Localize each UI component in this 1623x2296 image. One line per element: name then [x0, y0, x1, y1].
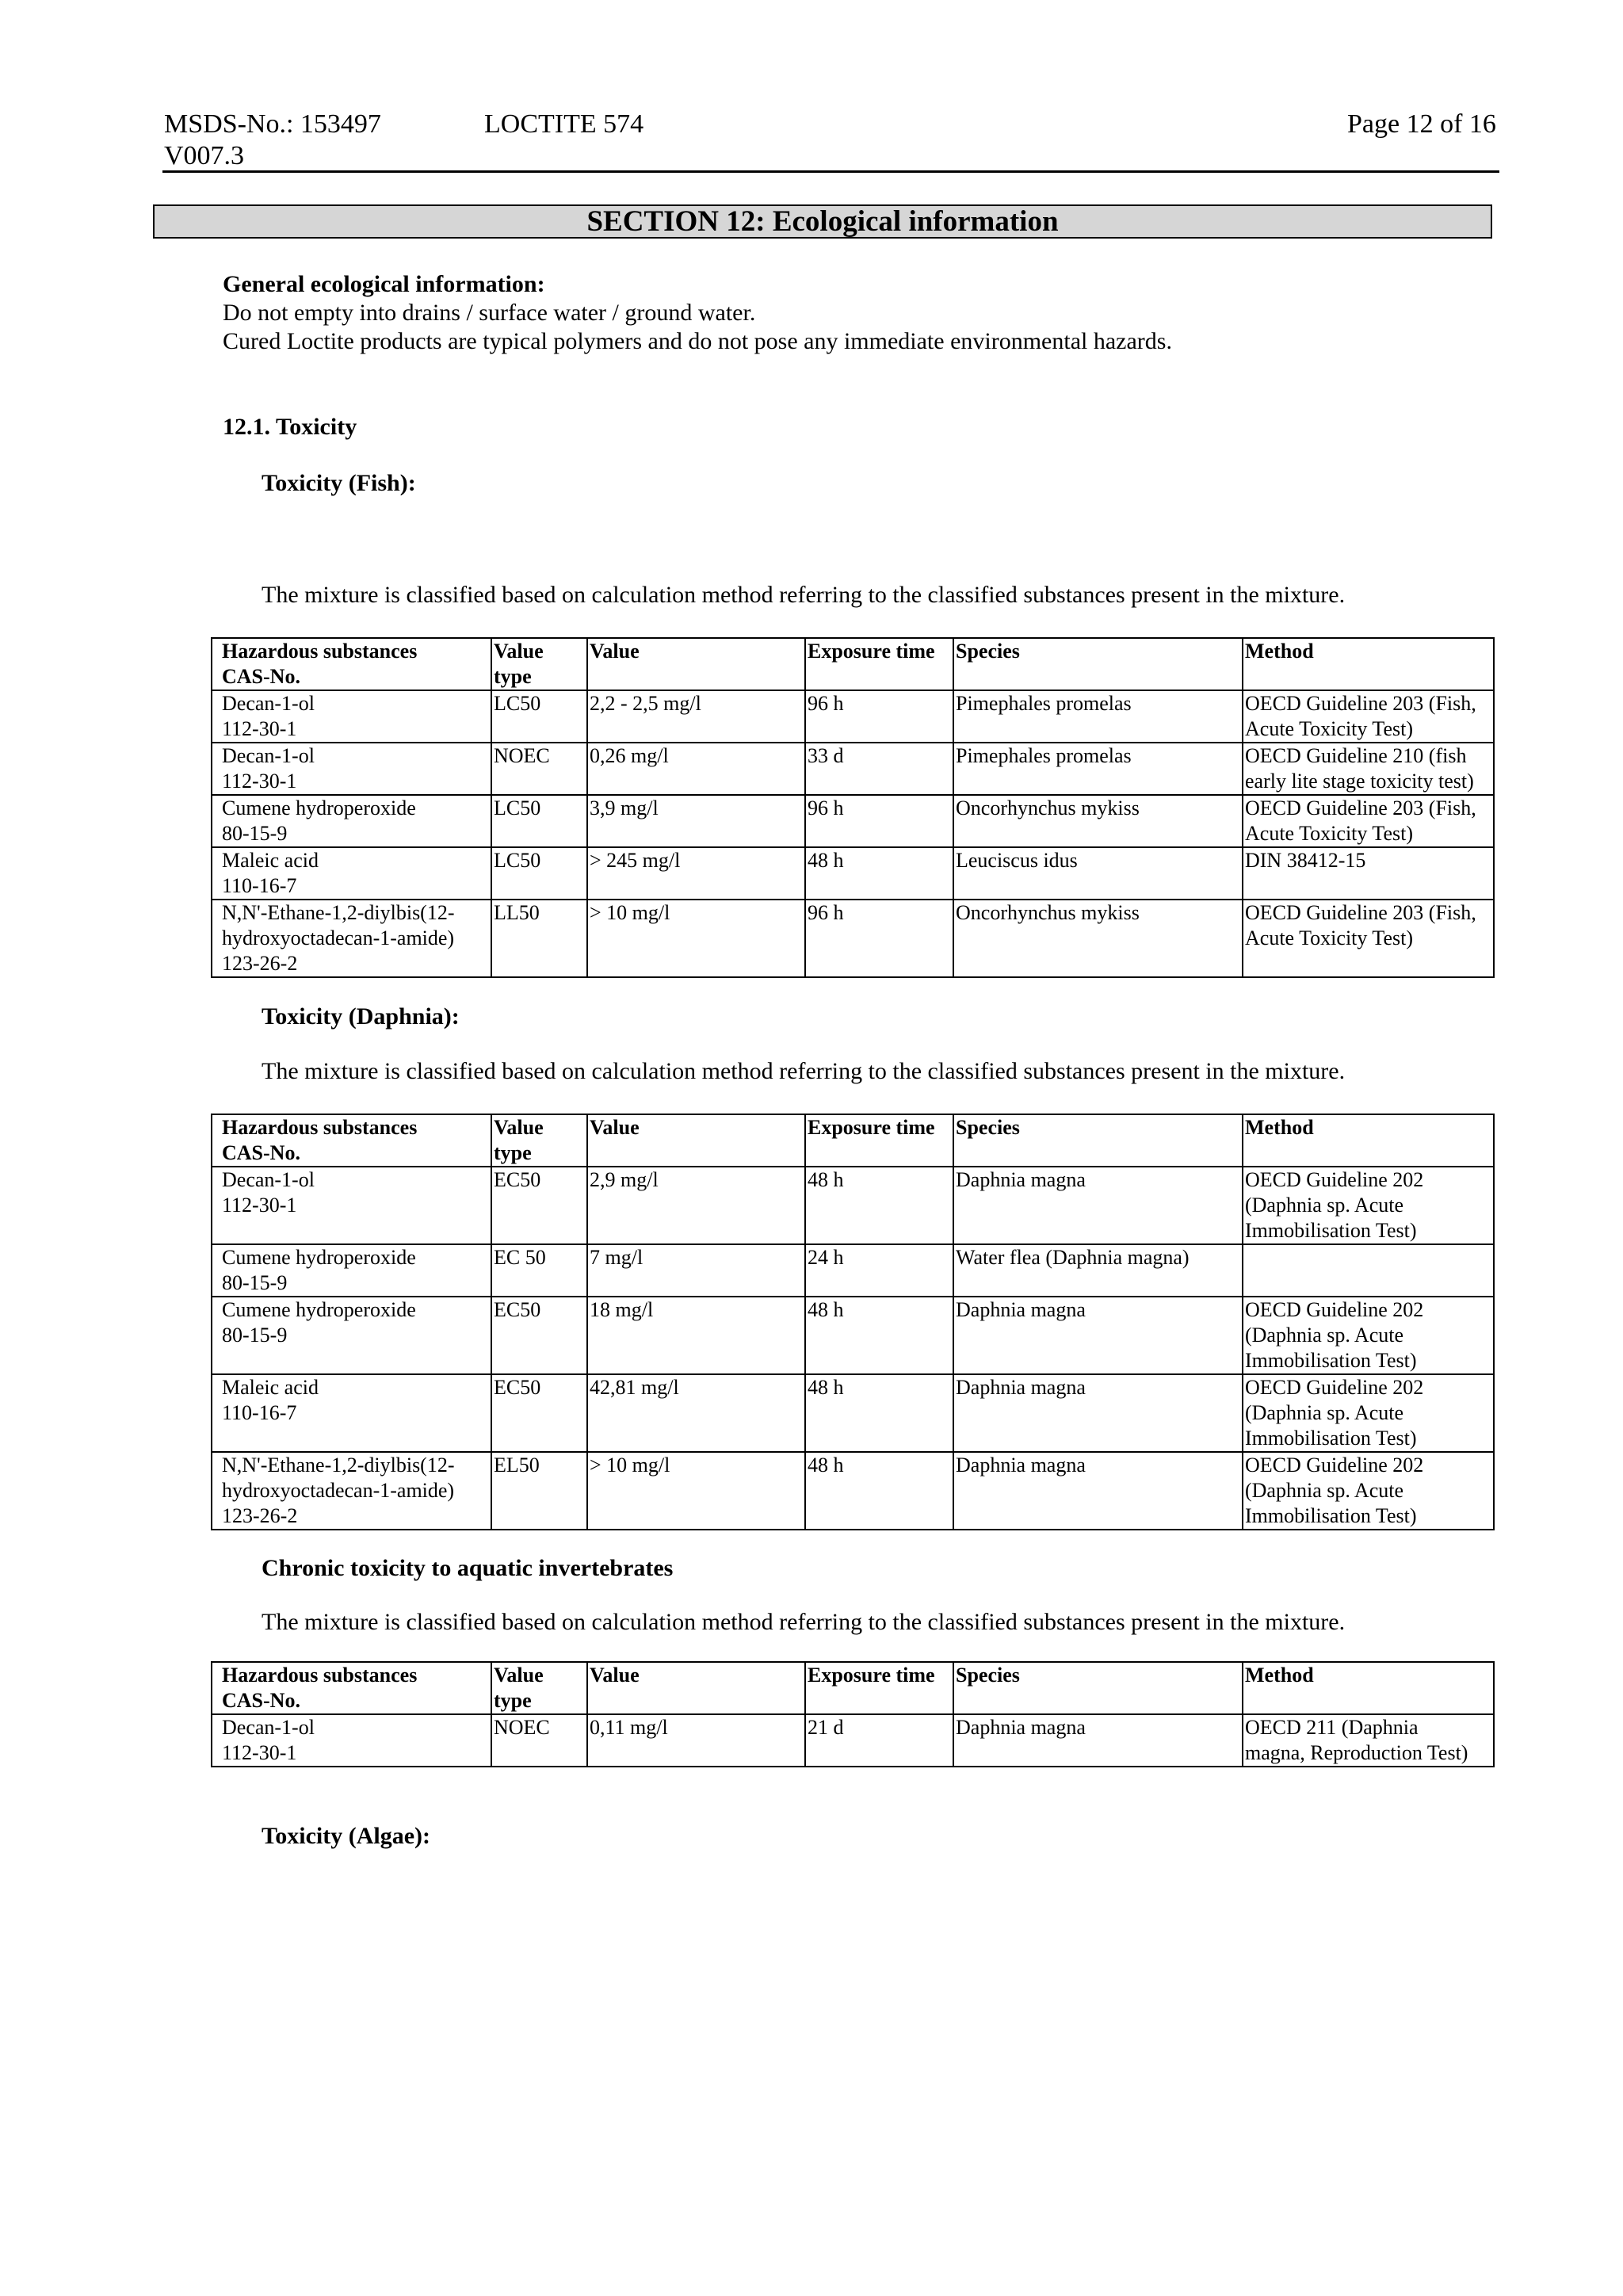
substance-cell — [212, 1374, 491, 1452]
header-text: type — [494, 1141, 532, 1164]
cell-text: OECD Guideline 202 — [1245, 1168, 1424, 1191]
header-value-type — [491, 1114, 587, 1167]
cell-text: 48 h — [808, 1454, 844, 1477]
substance-cell — [212, 795, 491, 847]
cell-text: Acute Toxicity Test) — [1245, 926, 1414, 949]
species-cell — [953, 690, 1243, 743]
substance-cell — [212, 1714, 491, 1767]
value-cell — [587, 743, 805, 795]
method-cell — [1243, 1167, 1494, 1244]
method-cell — [1243, 1297, 1494, 1374]
header-text: Value — [590, 1664, 640, 1687]
header-text: Method — [1245, 640, 1314, 663]
value-cell — [587, 1244, 805, 1297]
cell-text: Acute Toxicity Test) — [1245, 822, 1414, 845]
header-text: CAS-No. — [222, 1689, 300, 1712]
species-cell — [953, 1244, 1243, 1297]
header-text: CAS-No. — [222, 1141, 300, 1164]
table-row — [212, 795, 1494, 847]
method-cell — [1243, 900, 1494, 977]
header-method — [1243, 1662, 1494, 1714]
exposure-time-cell — [805, 900, 953, 977]
cell-text: 112-30-1 — [222, 717, 297, 740]
cell-text: LL50 — [494, 901, 540, 924]
cell-text: Acute Toxicity Test) — [1245, 717, 1414, 740]
cell-text: OECD Guideline 202 — [1245, 1298, 1424, 1321]
substance-cell — [212, 1297, 491, 1374]
value-type-cell — [491, 1714, 587, 1767]
header-text: Exposure time — [808, 1116, 935, 1139]
cell-text: hydroxyoctadecan-1-amide) — [222, 926, 455, 949]
cell-text: 112-30-1 — [222, 1741, 297, 1764]
value-cell — [587, 900, 805, 977]
header-substance — [212, 1662, 491, 1714]
cell-text: 96 h — [808, 901, 844, 924]
header-text: type — [494, 1689, 532, 1712]
cell-text: Daphnia magna — [956, 1376, 1086, 1399]
value-type-cell — [491, 795, 587, 847]
cell-text: N,N'-Ethane-1,2-diylbis(12- — [222, 1454, 455, 1477]
exposure-time-cell — [805, 743, 953, 795]
fish-heading: Toxicity (Fish): — [262, 470, 416, 496]
cell-text: LC50 — [494, 692, 541, 715]
cell-text: 24 h — [808, 1246, 844, 1269]
exposure-time-cell — [805, 1374, 953, 1452]
cell-text: Oncorhynchus mykiss — [956, 797, 1140, 819]
cell-text: LC50 — [494, 849, 541, 872]
species-cell — [953, 1167, 1243, 1244]
header-rule — [162, 170, 1499, 173]
value-type-cell — [491, 1452, 587, 1530]
cell-text: Daphnia magna — [956, 1716, 1086, 1739]
cell-text: 48 h — [808, 849, 844, 872]
cell-text: EC50 — [494, 1168, 541, 1191]
cell-text: 96 h — [808, 692, 844, 715]
cell-text: OECD Guideline 203 (Fish, — [1245, 797, 1476, 819]
header-species — [953, 1662, 1243, 1714]
cell-text: 48 h — [808, 1376, 844, 1399]
cell-text: 80-15-9 — [222, 1271, 288, 1294]
cell-text: OECD Guideline 202 — [1245, 1376, 1424, 1399]
cell-text: NOEC — [494, 1716, 550, 1739]
species-cell — [953, 1374, 1243, 1452]
header-value-type — [491, 638, 587, 690]
section-title: SECTION 12: Ecological information — [153, 204, 1492, 239]
value-type-cell — [491, 900, 587, 977]
species-cell — [953, 1452, 1243, 1530]
header-text: Exposure time — [808, 640, 935, 663]
general-heading: General ecological information: — [223, 271, 545, 297]
cell-text: EC 50 — [494, 1246, 546, 1269]
cell-text: > 245 mg/l — [590, 849, 681, 872]
header-value — [587, 1114, 805, 1167]
general-line-1: Do not empty into drains / surface water / ground water. — [223, 300, 756, 326]
cell-text: OECD Guideline 202 — [1245, 1454, 1424, 1477]
exposure-time-cell — [805, 1452, 953, 1530]
cell-text: 0,26 mg/l — [590, 744, 669, 767]
value-type-cell — [491, 1244, 587, 1297]
method-cell — [1243, 1244, 1494, 1297]
cell-text: 110-16-7 — [222, 1401, 297, 1424]
cell-text: Oncorhynchus mykiss — [956, 901, 1140, 924]
header-text: Exposure time — [808, 1664, 935, 1687]
daphnia-heading: Toxicity (Daphnia): — [262, 1003, 460, 1030]
exposure-time-cell — [805, 847, 953, 900]
cell-text: 123-26-2 — [222, 952, 298, 975]
cell-text: (Daphnia sp. Acute — [1245, 1324, 1404, 1347]
header-value-type — [491, 1662, 587, 1714]
chronic-toxicity-table — [211, 1661, 1495, 1767]
header-text: Species — [956, 1664, 1020, 1687]
cell-text: > 10 mg/l — [590, 901, 670, 924]
cell-text: DIN 38412-15 — [1245, 849, 1366, 872]
substance-cell — [212, 900, 491, 977]
substance-cell — [212, 690, 491, 743]
cell-text: OECD 211 (Daphnia — [1245, 1716, 1419, 1739]
header-text: Value — [590, 1116, 640, 1139]
cell-text: OECD Guideline 203 (Fish, — [1245, 692, 1476, 715]
table-row — [212, 1297, 1494, 1374]
table-row — [212, 1167, 1494, 1244]
header-text: Value — [590, 640, 640, 663]
header-value — [587, 1662, 805, 1714]
cell-text: Pimephales promelas — [956, 692, 1132, 715]
header-text: Species — [956, 1116, 1020, 1139]
cell-text: Leuciscus idus — [956, 849, 1078, 872]
header-text: type — [494, 665, 532, 688]
cell-text: 2,2 - 2,5 mg/l — [590, 692, 701, 715]
table-header-row — [212, 638, 1494, 690]
cell-text: 18 mg/l — [590, 1298, 654, 1321]
cell-text: Immobilisation Test) — [1245, 1427, 1417, 1450]
algae-heading: Toxicity (Algae): — [262, 1823, 431, 1849]
cell-text: 2,9 mg/l — [590, 1168, 659, 1191]
cell-text: LC50 — [494, 797, 541, 819]
substance-cell — [212, 743, 491, 795]
header-value — [587, 638, 805, 690]
species-cell — [953, 1297, 1243, 1374]
fish-toxicity-table — [211, 637, 1495, 978]
species-cell — [953, 1714, 1243, 1767]
cell-text: Pimephales promelas — [956, 744, 1132, 767]
cell-text: (Daphnia sp. Acute — [1245, 1401, 1404, 1424]
header-substance — [212, 638, 491, 690]
header-species — [953, 1114, 1243, 1167]
header-species — [953, 638, 1243, 690]
exposure-time-cell — [805, 1244, 953, 1297]
species-cell — [953, 795, 1243, 847]
value-type-cell — [491, 743, 587, 795]
version: V007.3 — [164, 141, 245, 170]
species-cell — [953, 900, 1243, 977]
cell-text: Decan-1-ol — [222, 1716, 315, 1739]
page-number: Page 12 of 16 — [1347, 109, 1496, 139]
product-name: LOCTITE 574 — [484, 109, 644, 139]
value-cell — [587, 847, 805, 900]
exposure-time-cell — [805, 690, 953, 743]
header-text: Hazardous substances — [222, 1664, 418, 1687]
value-cell — [587, 1374, 805, 1452]
table-header-row — [212, 1114, 1494, 1167]
cell-text: 96 h — [808, 797, 844, 819]
cell-text: 110-16-7 — [222, 874, 297, 897]
cell-text: 42,81 mg/l — [590, 1376, 679, 1399]
substance-cell — [212, 847, 491, 900]
header-text: Species — [956, 640, 1020, 663]
header-method — [1243, 1114, 1494, 1167]
header-substance — [212, 1114, 491, 1167]
substance-cell — [212, 1452, 491, 1530]
cell-text: EC50 — [494, 1298, 541, 1321]
value-type-cell — [491, 847, 587, 900]
cell-text: Immobilisation Test) — [1245, 1504, 1417, 1527]
method-cell — [1243, 1714, 1494, 1767]
exposure-time-cell — [805, 1297, 953, 1374]
cell-text: 3,9 mg/l — [590, 797, 659, 819]
cell-text: EC50 — [494, 1376, 541, 1399]
cell-text: OECD Guideline 203 (Fish, — [1245, 901, 1476, 924]
species-cell — [953, 847, 1243, 900]
cell-text: 48 h — [808, 1168, 844, 1191]
cell-text: Cumene hydroperoxide — [222, 1246, 416, 1269]
header-exposure-time — [805, 638, 953, 690]
value-cell — [587, 1167, 805, 1244]
header-text: Value — [494, 1664, 544, 1687]
method-cell — [1243, 1452, 1494, 1530]
exposure-time-cell — [805, 795, 953, 847]
table-row — [212, 1374, 1494, 1452]
cell-text: Maleic acid — [222, 1376, 319, 1399]
cell-text: EL50 — [494, 1454, 540, 1477]
table-row — [212, 847, 1494, 900]
cell-text: OECD Guideline 210 (fish — [1245, 744, 1467, 767]
table-header-row — [212, 1662, 1494, 1714]
method-cell — [1243, 1374, 1494, 1452]
cell-text: magna, Reproduction Test) — [1245, 1741, 1468, 1764]
cell-text: 7 mg/l — [590, 1246, 643, 1269]
cell-text: 123-26-2 — [222, 1504, 298, 1527]
value-cell — [587, 690, 805, 743]
value-cell — [587, 795, 805, 847]
header-text: Hazardous substances — [222, 640, 418, 663]
value-type-cell — [491, 1297, 587, 1374]
header-text: Method — [1245, 1664, 1314, 1687]
cell-text: 112-30-1 — [222, 770, 297, 793]
cell-text: N,N'-Ethane-1,2-diylbis(12- — [222, 901, 455, 924]
value-cell — [587, 1714, 805, 1767]
value-cell — [587, 1452, 805, 1530]
cell-text: (Daphnia sp. Acute — [1245, 1479, 1404, 1502]
fish-note: The mixture is classified based on calculation method referring to the classified substances present in the mixture. — [262, 582, 1346, 608]
cell-text: 33 d — [808, 744, 844, 767]
header-method — [1243, 638, 1494, 690]
cell-text: hydroxyoctadecan-1-amide) — [222, 1479, 455, 1502]
cell-text: Cumene hydroperoxide — [222, 1298, 416, 1321]
cell-text: Daphnia magna — [956, 1168, 1086, 1191]
daphnia-note: The mixture is classified based on calculation method referring to the classified substances present in the mixture. — [262, 1058, 1346, 1084]
cell-text: Decan-1-ol — [222, 744, 315, 767]
table-row — [212, 1452, 1494, 1530]
cell-text: Decan-1-ol — [222, 1168, 315, 1191]
exposure-time-cell — [805, 1714, 953, 1767]
cell-text: Water flea (Daphnia magna) — [956, 1246, 1190, 1269]
cell-text: Daphnia magna — [956, 1454, 1086, 1477]
exposure-time-cell — [805, 1167, 953, 1244]
table-row — [212, 900, 1494, 977]
chronic-note: The mixture is classified based on calculation method referring to the classified substances present in the mixture. — [262, 1609, 1346, 1635]
cell-text: early lite stage toxicity test) — [1245, 770, 1474, 793]
value-cell — [587, 1297, 805, 1374]
cell-text: 112-30-1 — [222, 1194, 297, 1217]
table-row — [212, 690, 1494, 743]
toxicity-heading: 12.1. Toxicity — [223, 414, 357, 440]
cell-text: 80-15-9 — [222, 822, 288, 845]
cell-text: Maleic acid — [222, 849, 319, 872]
chronic-heading: Chronic toxicity to aquatic invertebrates — [262, 1555, 674, 1581]
value-type-cell — [491, 1374, 587, 1452]
cell-text: 48 h — [808, 1298, 844, 1321]
header-text: Value — [494, 1116, 544, 1139]
cell-text: 80-15-9 — [222, 1324, 288, 1347]
cell-text: (Daphnia sp. Acute — [1245, 1194, 1404, 1217]
cell-text: 21 d — [808, 1716, 844, 1739]
cell-text: 0,11 mg/l — [590, 1716, 668, 1739]
cell-text: Daphnia magna — [956, 1298, 1086, 1321]
cell-text: > 10 mg/l — [590, 1454, 670, 1477]
table-row — [212, 1244, 1494, 1297]
general-line-2: Cured Loctite products are typical polymers and do not pose any immediate environmental hazards. — [223, 328, 1172, 354]
header-text: Method — [1245, 1116, 1314, 1139]
cell-text: Immobilisation Test) — [1245, 1219, 1417, 1242]
msds-number: MSDS-No.: 153497 — [164, 109, 381, 139]
cell-text: Decan-1-ol — [222, 692, 315, 715]
table-row — [212, 1714, 1494, 1767]
value-type-cell — [491, 690, 587, 743]
header-text: CAS-No. — [222, 665, 300, 688]
header-text: Value — [494, 640, 544, 663]
substance-cell — [212, 1167, 491, 1244]
method-cell — [1243, 743, 1494, 795]
species-cell — [953, 743, 1243, 795]
method-cell — [1243, 795, 1494, 847]
header-exposure-time — [805, 1114, 953, 1167]
method-cell — [1243, 847, 1494, 900]
header-exposure-time — [805, 1662, 953, 1714]
cell-text: Immobilisation Test) — [1245, 1349, 1417, 1372]
header-text: Hazardous substances — [222, 1116, 418, 1139]
method-cell — [1243, 690, 1494, 743]
cell-text: NOEC — [494, 744, 550, 767]
value-type-cell — [491, 1167, 587, 1244]
cell-text: Cumene hydroperoxide — [222, 797, 416, 819]
daphnia-toxicity-table — [211, 1114, 1495, 1530]
substance-cell — [212, 1244, 491, 1297]
table-row — [212, 743, 1494, 795]
